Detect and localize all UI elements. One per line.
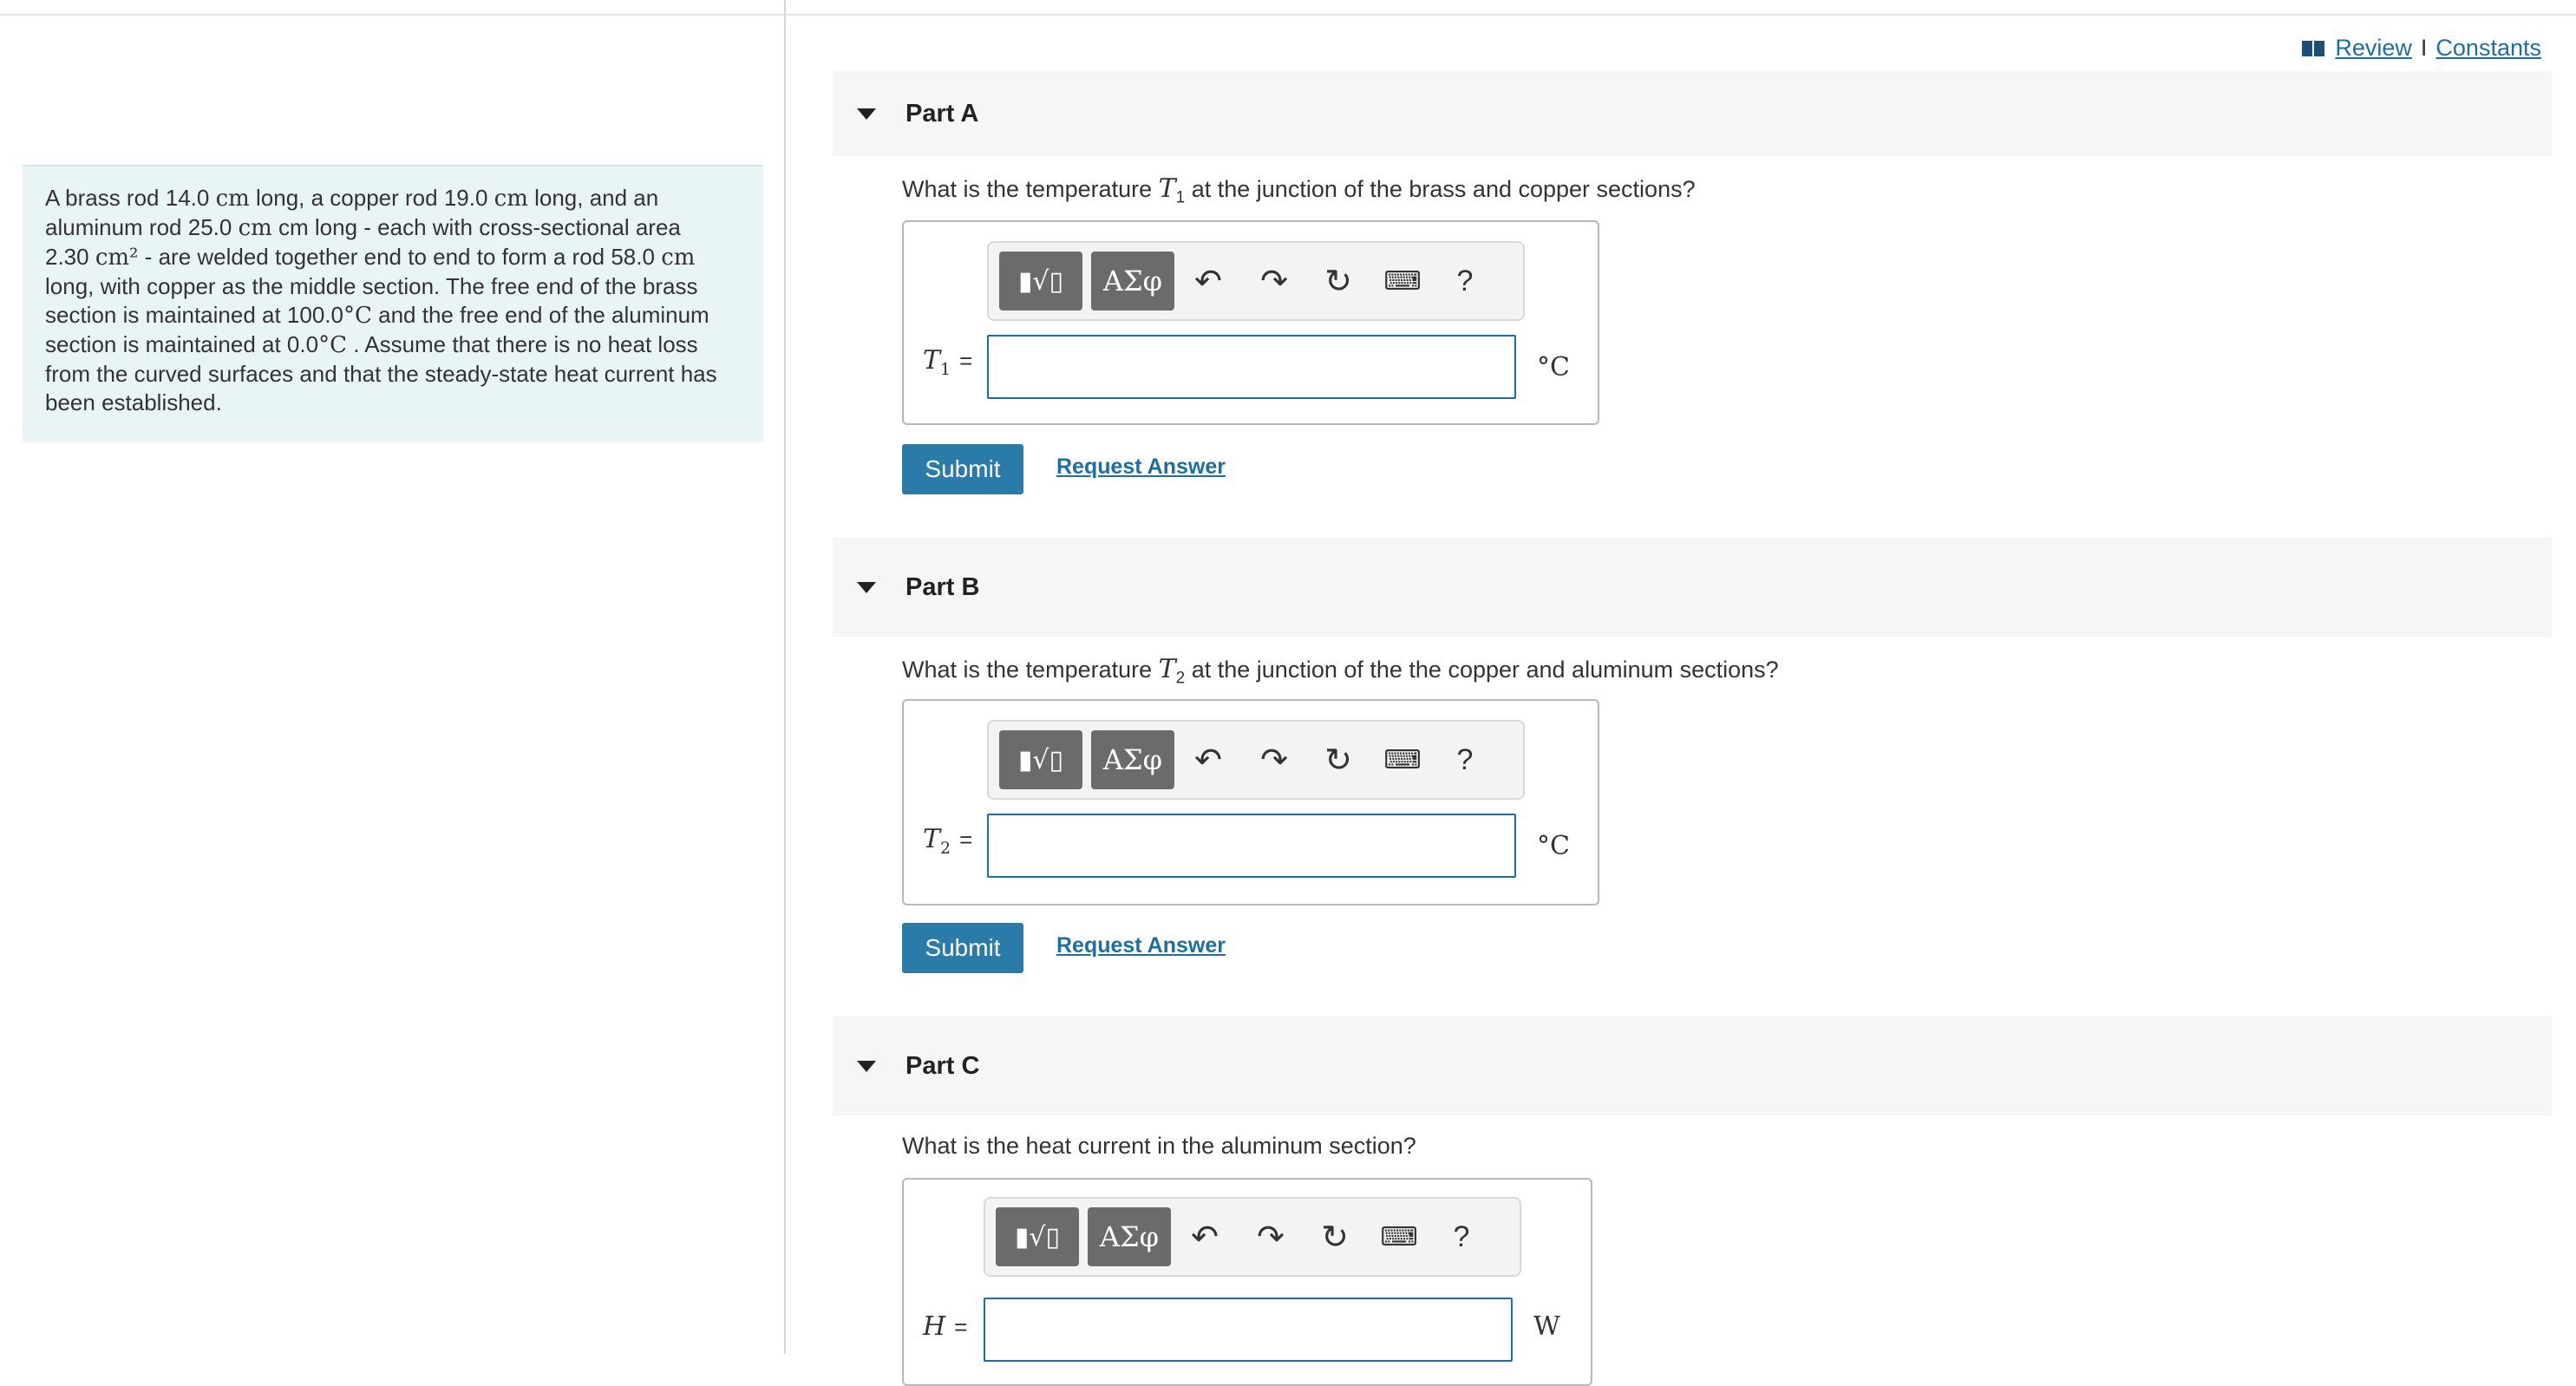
help-button[interactable]: ? <box>1456 742 1474 776</box>
part-b-title: Part B <box>906 572 980 601</box>
variable-label: H = <box>923 1311 968 1342</box>
keyboard-icon[interactable]: ⌨ <box>1383 745 1422 775</box>
undo-icon[interactable]: ↶ <box>1191 1219 1219 1256</box>
part-c-header[interactable] <box>833 1017 2552 1115</box>
problem-line: aluminum rod 25.0 cm cm long - each with cross-sectional area <box>45 214 681 241</box>
unit-label: °C <box>1537 352 1570 382</box>
reset-icon[interactable]: ↻ <box>1324 742 1352 779</box>
part-c-question: What is the heat current in the aluminum section? <box>902 1133 1416 1159</box>
problem-line: section is maintained at 100.0°C and the free end of the aluminum <box>45 302 709 329</box>
answer-input[interactable] <box>987 335 1516 399</box>
column-divider <box>784 0 786 1354</box>
collapse-caret-icon[interactable] <box>857 108 876 120</box>
problem-line: 2.30 cm² - are welded together end to end to form a rod 58.0 cm <box>45 244 696 271</box>
collapse-caret-icon[interactable] <box>857 582 876 593</box>
templates-button[interactable]: ▮√▯ <box>999 252 1082 311</box>
top-rule <box>0 14 2576 16</box>
part-c-answer-box <box>902 1178 1592 1386</box>
redo-icon[interactable]: ↷ <box>1257 1219 1285 1256</box>
undo-icon[interactable]: ↶ <box>1194 742 1222 779</box>
submit-button[interactable]: Submit <box>902 444 1023 494</box>
answer-input[interactable] <box>987 814 1516 878</box>
part-a-answer-box <box>902 220 1599 425</box>
part-b-answer-box <box>902 699 1599 905</box>
help-button[interactable]: ? <box>1456 264 1474 297</box>
request-answer-link[interactable]: Request Answer <box>1056 454 1226 479</box>
reset-icon[interactable]: ↻ <box>1321 1219 1349 1256</box>
part-a-title: Part A <box>906 99 979 127</box>
equation-toolbar <box>984 1197 1521 1277</box>
equation-toolbar <box>987 241 1525 321</box>
link-separator: I <box>2420 35 2428 61</box>
part-b-question: What is the temperature $T_2$ at the junction of the the copper and aluminum sections? <box>902 654 1779 688</box>
constants-link[interactable]: Constants <box>2435 35 2541 61</box>
help-button[interactable]: ? <box>1453 1219 1470 1253</box>
part-b-header[interactable] <box>833 538 2552 637</box>
templates-button[interactable]: ▮√▯ <box>999 730 1082 789</box>
problem-line: section is maintained at 0.0°C . Assume that there is no heat loss <box>45 331 698 358</box>
redo-icon[interactable]: ↷ <box>1260 263 1288 300</box>
greek-symbols-button[interactable]: ΑΣφ <box>1091 730 1174 789</box>
problem-line: long, with copper as the middle section. The free end of the brass <box>45 273 698 299</box>
part-a-question: What is the temperature $T_1$ at the junction of the brass and copper sections? <box>902 173 1696 207</box>
review-link[interactable]: Review <box>2335 35 2412 61</box>
part-c-title: Part C <box>906 1051 980 1080</box>
top-links <box>2302 35 2541 62</box>
part-a-header[interactable] <box>833 71 2552 156</box>
submit-button[interactable]: Submit <box>902 923 1023 973</box>
greek-symbols-button[interactable]: ΑΣφ <box>1088 1207 1171 1266</box>
request-answer-link[interactable]: Request Answer <box>1056 933 1226 958</box>
book-icon <box>2302 41 2324 56</box>
problem-line: been established. <box>45 389 222 415</box>
problem-line: A brass rod 14.0 cm long, a copper rod 19.0 cm long, and an <box>45 185 659 212</box>
undo-icon[interactable]: ↶ <box>1194 263 1222 300</box>
unit-label: W <box>1533 1311 1560 1342</box>
variable-label: $T_2$ = <box>923 824 973 858</box>
redo-icon[interactable]: ↷ <box>1260 742 1288 779</box>
keyboard-icon[interactable]: ⌨ <box>1380 1222 1418 1252</box>
variable-label: $T_1$ = <box>923 345 973 379</box>
templates-button[interactable]: ▮√▯ <box>996 1207 1079 1266</box>
problem-statement <box>23 165 763 442</box>
keyboard-icon[interactable]: ⌨ <box>1383 266 1422 296</box>
answer-input[interactable] <box>984 1298 1513 1362</box>
greek-symbols-button[interactable]: ΑΣφ <box>1091 252 1174 311</box>
equation-toolbar <box>987 720 1525 800</box>
problem-line: from the curved surfaces and that the steady-state heat current has <box>45 361 717 387</box>
reset-icon[interactable]: ↻ <box>1324 263 1352 300</box>
collapse-caret-icon[interactable] <box>857 1061 876 1072</box>
unit-label: °C <box>1537 831 1570 861</box>
